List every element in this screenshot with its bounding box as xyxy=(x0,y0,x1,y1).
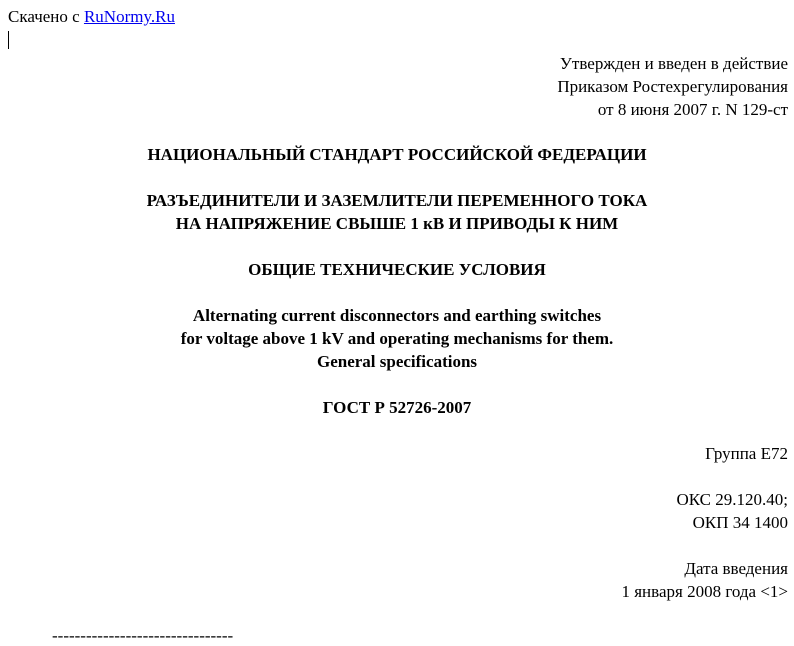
okp-code: ОКП 34 1400 xyxy=(692,513,788,532)
standard-type: НАЦИОНАЛЬНЫЙ СТАНДАРТ РОССИЙСКОЙ ФЕДЕРАЦИИ xyxy=(147,145,647,164)
approval-line-2: Приказом Ростехрегулирования xyxy=(557,77,788,96)
classification-block xyxy=(676,488,788,534)
title-russian-line-1: РАЗЪЕДИНИТЕЛИ И ЗАЗЕМЛИТЕЛИ ПЕРЕМЕННОГО ТОКА xyxy=(146,191,648,210)
title-english xyxy=(0,304,794,373)
approval-line-1: Утвержден и введен в действие xyxy=(559,54,788,73)
effective-date-value: 1 января 2008 года <1> xyxy=(621,582,788,601)
title-english-line-3: General specifications xyxy=(316,352,478,371)
source-link[interactable]: RuNormy.Ru xyxy=(83,7,175,26)
gost-number: ГОСТ Р 52726-2007 xyxy=(322,398,472,417)
title-russian-line-2: НА НАПРЯЖЕНИЕ СВЫШЕ 1 кВ И ПРИВОДЫ К НИМ xyxy=(175,214,619,233)
source-line xyxy=(8,7,175,27)
text-cursor xyxy=(8,31,9,49)
effective-date-block xyxy=(621,557,788,603)
effective-date-label: Дата введения xyxy=(684,559,788,578)
group-code: Группа Е72 xyxy=(705,444,788,463)
source-prefix: Скачено с xyxy=(8,7,80,26)
oks-code: ОКС 29.120.40; xyxy=(676,490,788,509)
approval-block xyxy=(557,52,788,121)
title-english-line-2: for voltage above 1 kV and operating mechanisms for them. xyxy=(180,329,614,348)
footnote-separator: -------------------------------- xyxy=(52,626,234,645)
title-russian xyxy=(0,189,794,235)
subtitle-russian: ОБЩИЕ ТЕХНИЧЕСКИЕ УСЛОВИЯ xyxy=(248,260,546,279)
title-english-line-1: Alternating current disconnectors and earthing switches xyxy=(192,306,602,325)
approval-line-3: от 8 июня 2007 г. N 129-ст xyxy=(597,100,788,119)
